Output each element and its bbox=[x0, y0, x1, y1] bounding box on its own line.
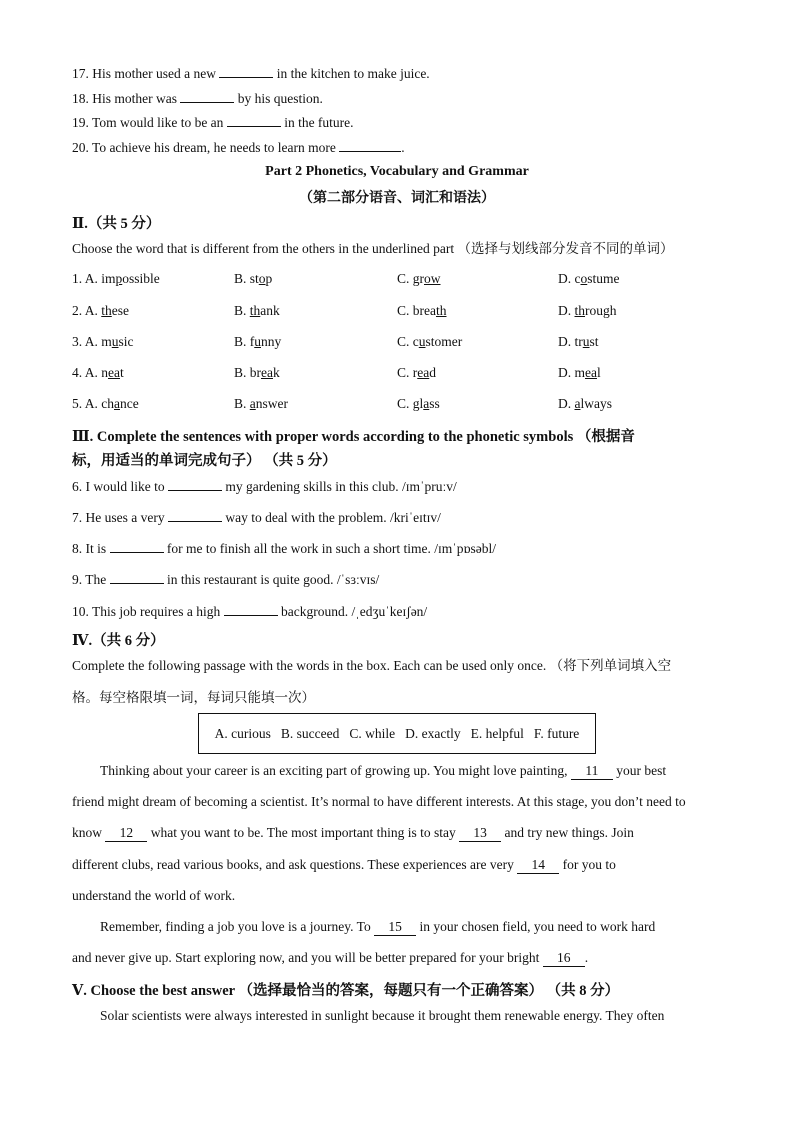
item-number: 9. bbox=[72, 572, 86, 587]
item-text-before: His mother used a new bbox=[92, 66, 220, 81]
phonetic-option bbox=[72, 334, 134, 350]
option-prefix: B. f bbox=[234, 334, 255, 349]
option-prefix: C. c bbox=[397, 334, 419, 349]
option-underlined-part: p bbox=[115, 271, 123, 286]
answer-blank bbox=[224, 602, 278, 616]
item-text-after: my gardening skills in this club. /ɪmˈpruːv/ bbox=[222, 479, 457, 494]
option-underlined-part: a bbox=[249, 396, 256, 411]
phonetic-sentence bbox=[72, 508, 441, 527]
section-5-heading: Ⅴ. Choose the best answer （选择最恰当的答案，每题只有一个正确答案） （共 8 分） bbox=[72, 983, 620, 999]
passage-line bbox=[72, 888, 720, 904]
passage-text: . bbox=[584, 950, 589, 965]
option-prefix: 5. A. ch bbox=[72, 396, 114, 411]
option-suffix: l bbox=[596, 365, 601, 380]
phonetic-option bbox=[397, 396, 440, 412]
box-word: A. curious bbox=[214, 725, 271, 741]
item-text-before: Tom would like to be an bbox=[92, 115, 227, 130]
item-number: 17. bbox=[72, 66, 93, 81]
section-5-first-line: Solar scientists were always interested in sunlight because it brought them renewable energy. They often bbox=[100, 1008, 665, 1023]
item-text-after: for me to finish all the work in such a short time. /ɪmˈpɒsəbl/ bbox=[163, 541, 497, 556]
passage-text: and try new things. Join bbox=[501, 825, 634, 840]
passage-text: friend might dream of becoming a scientist. It’s normal to have different interests. At this stage, you don’t need to bbox=[72, 794, 686, 809]
passage-gap-number: 15 bbox=[374, 919, 416, 936]
option-prefix: C. r bbox=[397, 365, 418, 380]
phonetic-option bbox=[558, 271, 620, 287]
item-text-after: . bbox=[401, 140, 405, 155]
option-suffix: nce bbox=[120, 396, 139, 411]
passage-text: know bbox=[72, 825, 106, 840]
item-text-after: background. /ˌedʒuˈkeɪʃən/ bbox=[277, 604, 428, 619]
section-2-instruction: Choose the word that is different from the others in the underlined part （选择与划线部分发音不同的单词） bbox=[72, 241, 674, 256]
passage-gap-number: 16 bbox=[543, 950, 585, 967]
option-underlined-part: a bbox=[114, 396, 120, 411]
item-text-before: This job requires a high bbox=[92, 604, 224, 619]
passage-text: and never give up. Start exploring now, and you will be better prepared for your bright bbox=[72, 950, 543, 965]
option-underlined-part: u bbox=[582, 334, 590, 349]
section-3-heading-line2: 标，用适当的单词完成句子） （共 5 分） bbox=[72, 453, 337, 469]
passage-text: understand the world of work. bbox=[72, 888, 236, 903]
option-prefix: 1. A. im bbox=[72, 271, 116, 286]
phonetic-option bbox=[234, 334, 281, 350]
section-4-heading: Ⅳ.（共 6 分） bbox=[72, 633, 165, 649]
item-number: 10. bbox=[72, 604, 93, 619]
phonetic-sentence bbox=[72, 570, 379, 589]
passage-line bbox=[72, 857, 720, 874]
item-text-before: To achieve his dream, he needs to learn more bbox=[92, 140, 340, 155]
item-text-before: I would like to bbox=[85, 479, 168, 494]
option-prefix: B. bbox=[234, 303, 250, 318]
option-underlined-part: th bbox=[249, 303, 261, 318]
item-number: 7. bbox=[72, 510, 86, 525]
section-2-heading: Ⅱ.（共 5 分） bbox=[72, 216, 161, 232]
option-prefix: D. c bbox=[558, 271, 581, 286]
option-prefix: B. bbox=[234, 396, 250, 411]
option-prefix: 2. A. bbox=[72, 303, 102, 318]
option-underlined-part: o bbox=[580, 271, 588, 286]
passage-line bbox=[100, 763, 748, 780]
fill-in-item bbox=[72, 89, 323, 108]
option-prefix: C. gl bbox=[397, 396, 424, 411]
item-text-before: It is bbox=[85, 541, 110, 556]
passage-text: your best bbox=[612, 763, 667, 778]
phonetic-option bbox=[558, 303, 617, 319]
passage-line bbox=[100, 919, 748, 936]
item-text-before: The bbox=[85, 572, 110, 587]
option-suffix: p bbox=[265, 271, 273, 286]
item-text-after: way to deal with the problem. /kriˈeɪtɪv/ bbox=[221, 510, 441, 525]
box-word: D. exactly bbox=[405, 725, 461, 741]
phonetic-option bbox=[397, 334, 462, 350]
option-prefix: B. st bbox=[234, 271, 259, 286]
option-suffix: k bbox=[272, 365, 280, 380]
option-underlined-part: o bbox=[258, 271, 266, 286]
option-underlined-part: u bbox=[254, 334, 261, 349]
phonetic-option bbox=[234, 271, 272, 287]
passage-gap-number: 14 bbox=[517, 857, 559, 874]
section-4-instruction-line2: 格。每空格限填一词，每词只能填一次） bbox=[72, 690, 315, 705]
passage-gap-number: 12 bbox=[105, 825, 147, 842]
option-suffix: ese bbox=[111, 303, 130, 318]
box-word: C. while bbox=[349, 725, 396, 741]
phonetic-option bbox=[397, 271, 441, 287]
passage-text: Thinking about your career is an exciting part of growing up. You might love painting, bbox=[100, 763, 571, 778]
item-text-before: His mother was bbox=[92, 91, 181, 106]
option-suffix: lways bbox=[580, 396, 612, 411]
passage-text: in your chosen field, you need to work hard bbox=[416, 919, 656, 934]
answer-blank bbox=[180, 89, 234, 103]
option-suffix: t bbox=[120, 365, 124, 380]
option-underlined-part: th bbox=[574, 303, 586, 318]
option-underlined-part: a bbox=[423, 396, 430, 411]
option-underlined-part: ea bbox=[261, 365, 273, 380]
phonetic-option bbox=[72, 303, 129, 319]
option-suffix: rough bbox=[585, 303, 617, 318]
option-underlined-part: u bbox=[111, 334, 119, 349]
option-suffix: stomer bbox=[425, 334, 463, 349]
item-text-after: by his question. bbox=[234, 91, 323, 106]
answer-blank bbox=[219, 64, 273, 78]
passage-text: for you to bbox=[559, 857, 616, 872]
answer-blank bbox=[168, 508, 222, 522]
passage-gap-number: 11 bbox=[571, 763, 613, 780]
phonetic-option bbox=[397, 365, 436, 381]
passage-line bbox=[72, 825, 720, 842]
phonetic-option bbox=[558, 334, 599, 350]
option-underlined-part: ea bbox=[585, 365, 597, 380]
item-text-after: in the kitchen to make juice. bbox=[273, 66, 430, 81]
phonetic-option bbox=[397, 303, 447, 319]
item-number: 19. bbox=[72, 115, 93, 130]
fill-in-item bbox=[72, 138, 405, 157]
passage-line bbox=[72, 950, 720, 967]
passage-line bbox=[72, 794, 720, 810]
option-suffix: ossible bbox=[122, 271, 160, 286]
answer-blank bbox=[168, 477, 222, 491]
option-suffix: ss bbox=[429, 396, 440, 411]
option-suffix: stume bbox=[587, 271, 620, 286]
phonetic-option bbox=[234, 365, 280, 381]
box-word: E. helpful bbox=[470, 725, 524, 741]
passage-text: different clubs, read various books, and ask questions. These experiences are very bbox=[72, 857, 518, 872]
option-underlined-part: ea bbox=[108, 365, 120, 380]
box-word: F. future bbox=[533, 725, 580, 741]
option-underlined-part: a bbox=[574, 396, 581, 411]
option-underlined-part: ow bbox=[424, 271, 441, 286]
option-suffix: ank bbox=[260, 303, 280, 318]
box-word: B. succeed bbox=[280, 725, 340, 741]
fill-in-item bbox=[72, 64, 430, 83]
answer-blank bbox=[339, 138, 401, 152]
item-number: 6. bbox=[72, 479, 86, 494]
phonetic-sentence bbox=[72, 477, 457, 496]
option-underlined-part: th bbox=[101, 303, 112, 318]
item-number: 20. bbox=[72, 140, 93, 155]
option-suffix: nswer bbox=[255, 396, 289, 411]
phonetic-sentence bbox=[72, 602, 427, 621]
section-3-heading-line1: Ⅲ. Complete the sentences with proper words according to the phonetic symbols （根据音 bbox=[72, 429, 635, 445]
option-suffix: sic bbox=[118, 334, 134, 349]
option-prefix: D. tr bbox=[558, 334, 583, 349]
option-suffix: nny bbox=[261, 334, 282, 349]
option-prefix: D. bbox=[558, 396, 575, 411]
item-text-after: in the future. bbox=[280, 115, 354, 130]
option-prefix: D. m bbox=[558, 365, 585, 380]
passage-text: Remember, finding a job you love is a journey. To bbox=[100, 919, 375, 934]
item-number: 8. bbox=[72, 541, 86, 556]
phonetic-option bbox=[72, 365, 124, 381]
section-4-instruction-line1: Complete the following passage with the words in the box. Each can be used only once. （将下列单词填入空 bbox=[72, 658, 672, 673]
answer-blank bbox=[110, 539, 164, 553]
phonetic-option bbox=[234, 396, 288, 412]
option-suffix: d bbox=[429, 365, 436, 380]
option-prefix: D. bbox=[558, 303, 575, 318]
phonetic-option bbox=[234, 303, 280, 319]
part2-subtitle: （第二部分语音、词汇和语法） bbox=[299, 191, 495, 206]
phonetic-option bbox=[558, 365, 601, 381]
option-underlined-part: u bbox=[418, 334, 426, 349]
answer-blank bbox=[227, 113, 281, 127]
option-suffix: st bbox=[589, 334, 599, 349]
option-prefix: C. brea bbox=[397, 303, 436, 318]
option-prefix: C. gr bbox=[397, 271, 424, 286]
fill-in-item bbox=[72, 113, 354, 132]
answer-blank bbox=[110, 570, 164, 584]
word-box bbox=[198, 713, 596, 754]
option-prefix: 3. A. m bbox=[72, 334, 112, 349]
phonetic-option bbox=[72, 271, 160, 287]
phonetic-sentence bbox=[72, 539, 496, 558]
option-underlined-part: th bbox=[435, 303, 447, 318]
item-text-after: in this restaurant is quite good. /ˈsɜːvɪs/ bbox=[163, 572, 380, 587]
phonetic-option bbox=[558, 396, 612, 412]
part2-title: Part 2 Phonetics, Vocabulary and Grammar bbox=[265, 164, 529, 179]
phonetic-option bbox=[72, 396, 139, 412]
passage-gap-number: 13 bbox=[459, 825, 501, 842]
item-number: 18. bbox=[72, 91, 93, 106]
option-underlined-part: ea bbox=[417, 365, 430, 380]
passage-text: what you want to be. The most important thing is to stay bbox=[147, 825, 460, 840]
item-text-before: He uses a very bbox=[85, 510, 168, 525]
option-prefix: 4. A. n bbox=[72, 365, 109, 380]
option-prefix: B. br bbox=[234, 365, 261, 380]
